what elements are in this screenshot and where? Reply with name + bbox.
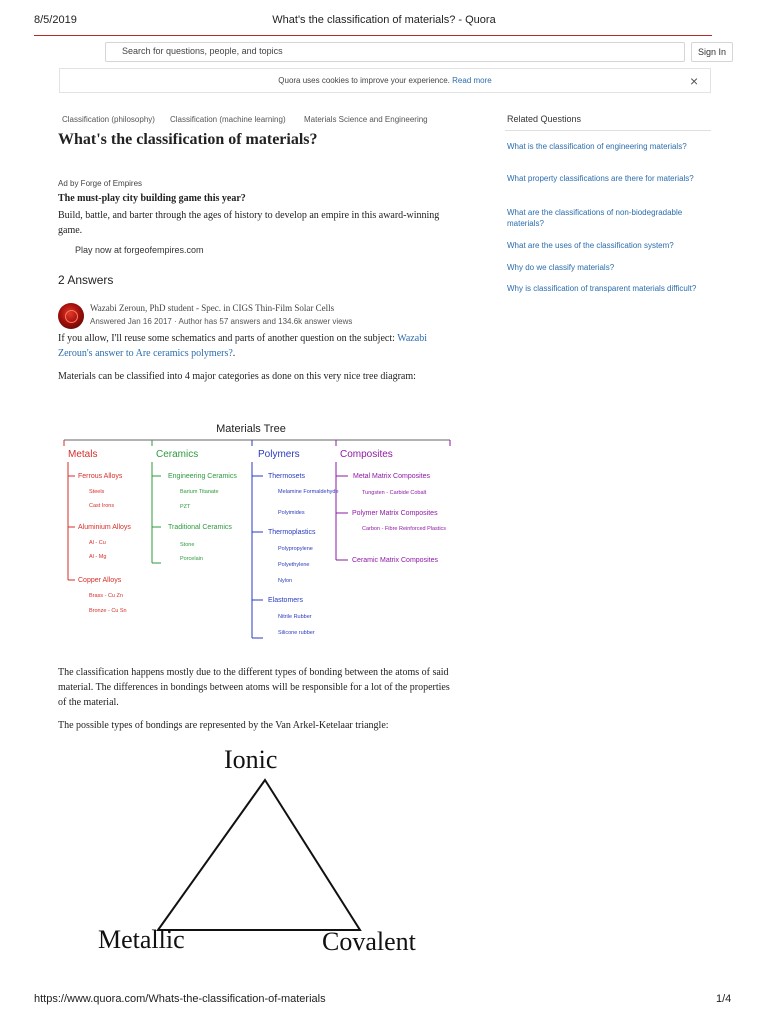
tree-item: Silicone rubber [278, 630, 315, 636]
related-divider [505, 130, 711, 131]
tree-item: Brass - Cu Zn [89, 593, 123, 599]
tree-group: Aluminium Alloys [78, 524, 131, 531]
tree-item: Barium Titanate [180, 489, 219, 495]
triangle-outline [158, 780, 360, 930]
tree-group: Thermoplastics [268, 529, 316, 536]
related-question-link[interactable]: What are the uses of the classification system? [507, 241, 674, 250]
related-question-link[interactable]: What is the classification of engineering materials? [507, 142, 687, 151]
avatar[interactable] [58, 303, 84, 329]
tree-item: Carbon - Fibre Reinforced Plastics [362, 526, 447, 532]
ad-label: Ad by Forge of Empires [58, 179, 143, 188]
print-page-title: What's the classification of materials? - Quora [272, 14, 496, 26]
author-credential[interactable]: Wazabi Zeroun, PhD student - Spec. in CIGS Thin-Film Solar Cells [90, 303, 335, 313]
topic-classification-ml[interactable]: Classification (machine learning) [170, 115, 286, 124]
tree-group: Ferrous Alloys [78, 473, 123, 480]
tree-item: Steels [89, 489, 105, 495]
tree-item: Nylon [278, 578, 293, 584]
ad-body: Build, battle, and barter through the ages of history to develop an empire in this award-winning game. [58, 210, 440, 236]
linked-answer-link[interactable]: Wazabi Zeroun's answer to Are ceramics polymers? [58, 333, 427, 359]
tree-branch-polymers [252, 449, 339, 638]
answer-paragraph-1 [58, 331, 458, 361]
ad-link[interactable]: Play now at forgeofempires.com [75, 245, 204, 255]
related-question-link[interactable]: What property classifications are there for materials? [507, 174, 694, 183]
tree-item: Tungsten - Carbide Cobalt [362, 490, 427, 496]
question-title: What's the classification of materials? [58, 131, 318, 148]
answer-paragraph-1-end: . [232, 348, 236, 359]
print-page-number: 1/4 [716, 993, 732, 1005]
tree-item: Bronze - Cu Sn [89, 608, 127, 614]
tree-group: Engineering Ceramics [168, 473, 237, 480]
tree-group: Thermosets [268, 473, 305, 480]
tree-group: Metal Matrix Composites [353, 473, 431, 480]
tree-item: Polyethylene [278, 562, 310, 568]
tree-title: Materials Tree [216, 423, 286, 435]
materials-tree-diagram [58, 416, 458, 648]
close-icon[interactable]: × [690, 73, 699, 89]
print-url: https://www.quora.com/Whats-the-classification-of-materials [34, 993, 326, 1005]
related-question-link[interactable]: Why is classification of transparent materials difficult? [507, 284, 697, 293]
tree-group: Elastomers [268, 597, 304, 604]
tree-group: Traditional Ceramics [168, 524, 232, 531]
cookie-text: Quora uses cookies to improve your experience. [278, 76, 450, 85]
related-question-link[interactable]: What are the classifications of non-biodegradable materials? [507, 208, 683, 228]
tree-item: Melamine Formaldehyde [278, 489, 339, 495]
tree-item: Porcelain [180, 556, 203, 562]
answer-paragraph-1-text: If you allow, I'll reuse some schematics and parts of another question on the subject: [58, 333, 395, 344]
answer-paragraph-3: The classification happens mostly due to the different types of bonding between the atoms of said material. The differences in bondings between atoms will be responsible for a lot of the properties of the material. [58, 667, 450, 708]
tree-branch-metals [68, 449, 131, 614]
topic-materials-science[interactable]: Materials Science and Engineering [304, 115, 428, 124]
print-date: 8/5/2019 [34, 14, 77, 26]
tree-category-composites: Composites [340, 449, 393, 460]
van-arkel-ketelaar-triangle [140, 778, 390, 938]
answer-paragraph-4: The possible types of bondings are represented by the Van Arkel-Ketelaar triangle: [58, 720, 389, 731]
tree-group: Copper Alloys [78, 577, 122, 584]
tree-group: Ceramic Matrix Composites [352, 557, 438, 564]
triangle-label-metallic: Metallic [98, 925, 185, 954]
tree-group: Polymer Matrix Composites [352, 510, 438, 517]
search-input[interactable]: Search for questions, people, and topics [105, 42, 685, 62]
tree-category-polymers: Polymers [258, 449, 300, 460]
related-question-link[interactable]: Why do we classify materials? [507, 263, 615, 272]
tree-category-ceramics: Ceramics [156, 449, 199, 460]
answer-paragraph-2: Materials can be classified into 4 major categories as done on this very nice tree diagram: [58, 371, 416, 382]
sign-in-button[interactable]: Sign In [691, 42, 733, 62]
tree-item: PZT [180, 504, 191, 510]
ad-title[interactable]: The must-play city building game this year? [58, 193, 246, 204]
tree-item: Al - Mg [89, 554, 107, 560]
header-accent-line [34, 35, 712, 36]
topic-classification-philosophy[interactable]: Classification (philosophy) [62, 115, 155, 124]
triangle-label-covalent: Covalent [322, 927, 416, 956]
tree-item: Polypropylene [278, 546, 313, 552]
tree-branch-ceramics [152, 449, 237, 563]
tree-branch-composites [336, 449, 446, 564]
answers-count: 2 Answers [58, 273, 114, 287]
tree-item: Al - Cu [89, 540, 106, 546]
answer-meta: Answered Jan 16 2017 · Author has 57 answers and 134.6k answer views [90, 317, 353, 326]
related-questions-title: Related Questions [507, 114, 582, 124]
read-more-link[interactable]: Read more [452, 76, 492, 85]
tree-item: Cast Irons [89, 503, 115, 509]
tree-item: Stone [180, 542, 195, 548]
tree-item: Polyimides [278, 510, 305, 516]
triangle-label-ionic: Ionic [224, 745, 278, 774]
cookie-banner [59, 68, 711, 93]
tree-category-metals: Metals [68, 449, 98, 460]
tree-item: Nitrile Rubber [278, 614, 312, 620]
